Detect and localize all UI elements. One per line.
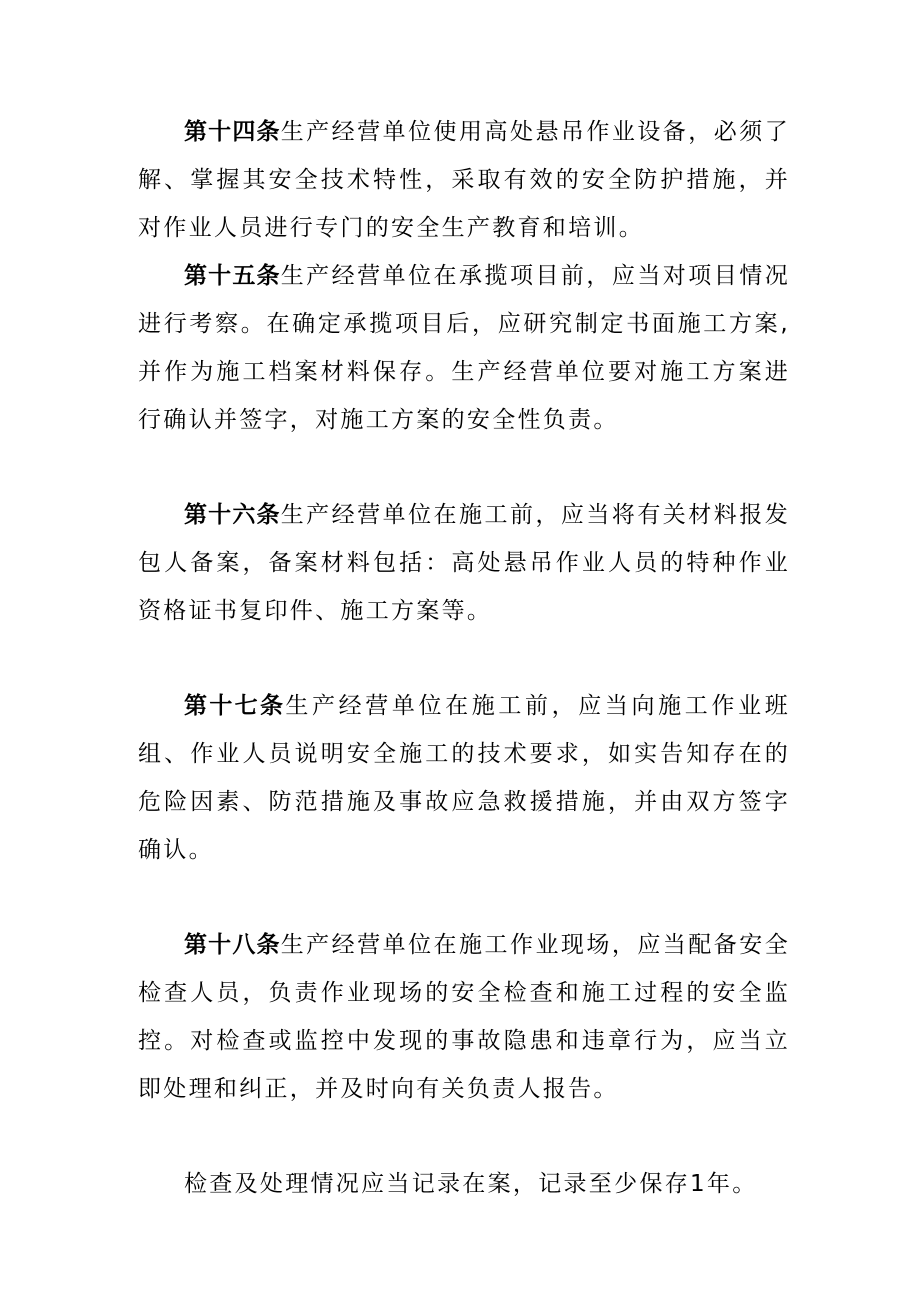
article-17-text: 生产经营单位在施工前，应当向施工作业班组、作业人员说明安全施工的技术要求，如实告知存在的危险因素、防范措施及事故应急救援措施，并由双方签字确认。	[138, 693, 790, 863]
record-keeping-paragraph	[138, 1160, 790, 1208]
article-15-paragraph	[138, 252, 790, 444]
article-17-heading: 第十七条	[184, 693, 286, 719]
article-14-heading: 第十四条	[184, 119, 281, 145]
article-17-paragraph	[138, 682, 790, 874]
article-15-text: 生产经营单位在承揽项目前，应当对项目情况进行考察。在确定承揽项目后，应研究制定书面施工方案,并作为施工档案材料保存。生产经营单位要对施工方案进行确认并签字，对施工方案的安全性负责。	[138, 263, 791, 433]
article-16-text: 生产经营单位在施工前，应当将有关材料报发包人备案，备案材料包括：高处悬吊作业人员的特种作业资格证书复印件、施工方案等。	[138, 502, 791, 624]
article-18-text: 生产经营单位在施工作业现场，应当配备安全检查人员，负责作业现场的安全检查和施工过程的安全监控。对检查或监控中发现的事故隐患和违章行为，应当立即处理和纠正，并及时向有关负责人报告。	[138, 932, 791, 1102]
record-keeping-text: 检查及处理情况应当记录在案，记录至少保存1年。	[184, 1171, 758, 1197]
article-14-text: 生产经营单位使用高处悬吊作业设备，必须了解、掌握其安全技术特性，采取有效的安全防护措施，并对作业人员进行专门的安全生产教育和培训。	[138, 119, 791, 241]
document-page	[138, 108, 790, 1208]
article-18-heading: 第十八条	[184, 932, 281, 958]
article-15-heading: 第十五条	[184, 263, 281, 289]
article-18-paragraph	[138, 921, 790, 1113]
article-14-paragraph	[138, 108, 790, 252]
article-16-heading: 第十六条	[184, 502, 281, 528]
article-16-paragraph	[138, 491, 790, 635]
